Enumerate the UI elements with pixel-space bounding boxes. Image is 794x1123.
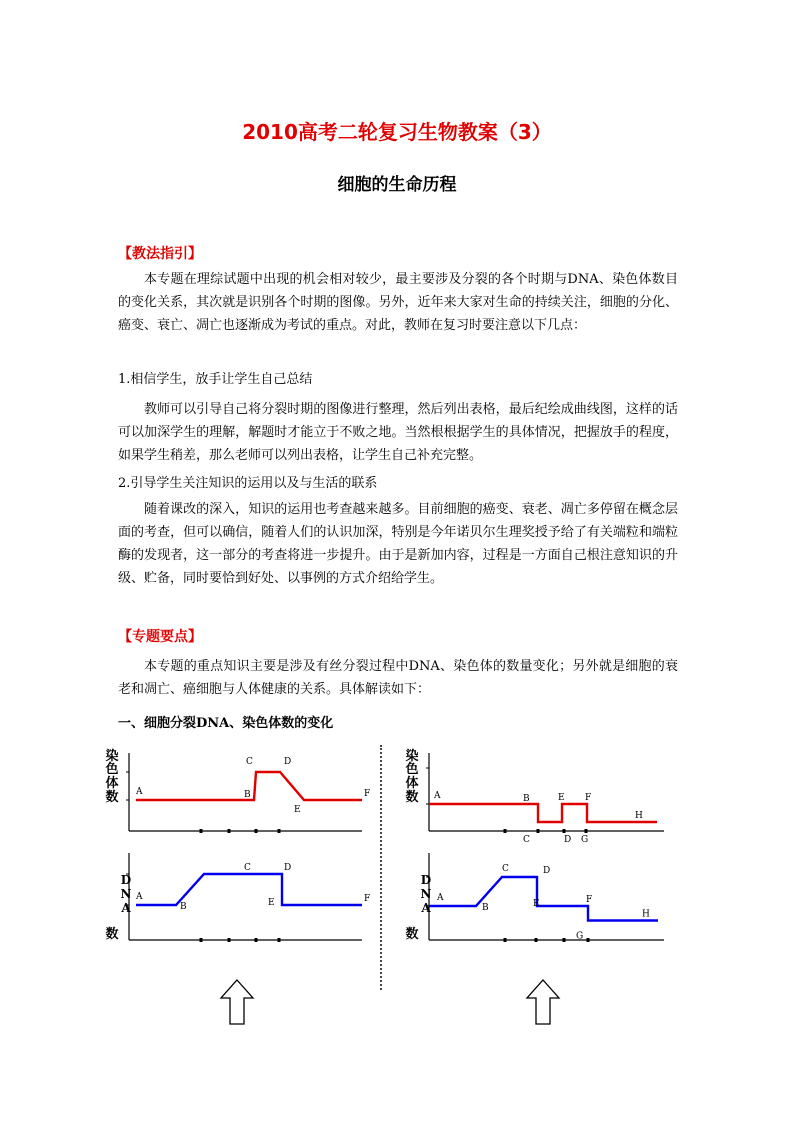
y-axis-label-char: 染 xyxy=(405,749,419,764)
guide-item-1: 1.相信学生，放手让学生自己总结 xyxy=(118,372,313,387)
point-label: A xyxy=(437,893,444,903)
y-axis-label-char: 数 xyxy=(405,927,419,942)
point-label: H xyxy=(642,909,650,920)
x-axis-tick xyxy=(255,829,258,833)
series-line xyxy=(429,804,657,822)
point-label: D xyxy=(284,863,292,873)
point-label: F xyxy=(586,895,593,905)
chart-mitosis-chromosome xyxy=(100,745,370,845)
point-label: F xyxy=(585,793,592,803)
x-axis-tick xyxy=(228,938,231,942)
point-label: C xyxy=(244,863,251,873)
y-axis-label xyxy=(391,873,433,942)
point-label: F xyxy=(364,789,371,799)
point-label: C xyxy=(246,757,253,767)
y-axis-label xyxy=(405,748,418,805)
up-arrow-icon xyxy=(525,978,561,1026)
y-axis-label-char: 染 xyxy=(105,749,119,764)
chart-meiosis-dna xyxy=(391,848,672,948)
x-axis-tick xyxy=(537,829,540,833)
x-axis-tick xyxy=(504,829,507,833)
point-label: E xyxy=(533,899,540,909)
point-label: A xyxy=(434,791,441,801)
point-label: B xyxy=(244,790,251,800)
y-axis-label-dna: DNA xyxy=(391,873,433,887)
point-label: D xyxy=(543,866,551,876)
x-axis-tick xyxy=(563,829,566,833)
x-axis-tick xyxy=(255,938,258,942)
point-label: B xyxy=(482,903,489,913)
x-axis-tick xyxy=(587,938,590,942)
y-axis-label-char: 数 xyxy=(105,927,119,942)
x-axis-tick xyxy=(228,829,231,833)
x-axis-tick xyxy=(563,938,566,942)
point-label: D xyxy=(284,757,292,767)
document-title: 2010高考二轮复习生物教案（3） xyxy=(242,120,552,144)
series-line xyxy=(136,874,362,905)
teaching-guide-intro: 本专题在理综试题中出现的机会相对较少，最主要涉及分裂的各个时期与DNA、染色体数目的变化关系，其次就是识别各个时期的图像。另外，近年来大家对生命的持续关注，细胞的分化、癌变、衰亡、凋亡也逐渐成为考试的重点。对此，教师在复习时要注意以下几点： xyxy=(118,272,678,333)
y-axis-label xyxy=(105,748,118,805)
point-label: C xyxy=(523,835,530,845)
y-axis-label-char: 体 xyxy=(105,776,119,791)
point-label: E xyxy=(558,793,565,803)
point-label: F xyxy=(364,894,371,904)
chart-mitosis-dna xyxy=(91,848,371,948)
section-heading-key-points: 【专题要点】 xyxy=(118,629,202,645)
point-label: E xyxy=(268,898,275,908)
x-axis-tick xyxy=(535,938,538,942)
section-heading-teaching-guide: 【教法指引】 xyxy=(118,246,202,262)
point-label: C xyxy=(502,864,509,874)
point-label: A xyxy=(136,787,143,797)
y-axis-label xyxy=(91,873,133,942)
point-label: G xyxy=(581,835,589,845)
document-subtitle: 细胞的生命历程 xyxy=(337,175,457,195)
x-axis-tick xyxy=(278,829,281,833)
series-line xyxy=(429,877,658,921)
x-axis-tick xyxy=(200,938,203,942)
dotted-divider xyxy=(380,745,382,990)
x-axis-tick xyxy=(585,829,588,833)
y-axis-label-char: 体 xyxy=(405,776,419,791)
point-label: G xyxy=(576,931,584,942)
guide-item-1-text: 教师可以引导自己将分裂时期的图像进行整理，然后列出表格，最后纪绘成曲线图，这样的话可以加深学生的理解，解题时才能立于不败之地。当然根根据学生的具体情况，把握放手的程度，如果学生稍差，那么老师可以列出表格，让学生自己补充完整。 xyxy=(118,402,678,463)
key-points-intro: 本专题的重点知识主要是涉及有丝分裂过程中DNA、染色体的数量变化；另外就是细胞的衰老和凋亡、癌细胞与人体健康的关系。具体解读如下： xyxy=(118,659,678,697)
y-axis-label-char: 色 xyxy=(405,762,419,777)
guide-item-2-text: 随着课改的深入，知识的运用也考查越来越多。目前细胞的癌变、衰老、凋亡多停留在概念层面的考查，但可以确信，随着人们的认识加深，特别是今年诺贝尔生理奖授予给了有关端粒和端粒酶的发现者，这一部分的考查将进一步提升。由于是新加内容，过程是一方面自己根注意知识的升级、贮备，同时要恰到好处、以事例的方式介绍给学生。 xyxy=(118,502,678,586)
x-axis-tick xyxy=(278,938,281,942)
x-axis-tick xyxy=(504,938,507,942)
point-label: B xyxy=(523,794,530,804)
point-label: B xyxy=(180,902,187,912)
point-label: A xyxy=(136,892,143,902)
y-axis-label-char: 数 xyxy=(405,790,419,805)
subsection-heading-cell-division: 一、细胞分裂DNA、染色体数的变化 xyxy=(118,716,334,731)
y-axis-label-char: 数 xyxy=(105,790,119,805)
point-label: D xyxy=(564,835,572,845)
y-axis-label-dna: DNA xyxy=(91,873,133,887)
x-axis-tick xyxy=(200,829,203,833)
up-arrow-icon xyxy=(219,978,255,1026)
guide-item-2: 2.引导学生关注知识的运用以及与生活的联系 xyxy=(118,476,378,491)
point-label: H xyxy=(635,811,643,821)
point-label: E xyxy=(294,805,301,815)
y-axis-label-char: 色 xyxy=(105,762,119,777)
chart-meiosis-chromosome xyxy=(402,745,672,845)
